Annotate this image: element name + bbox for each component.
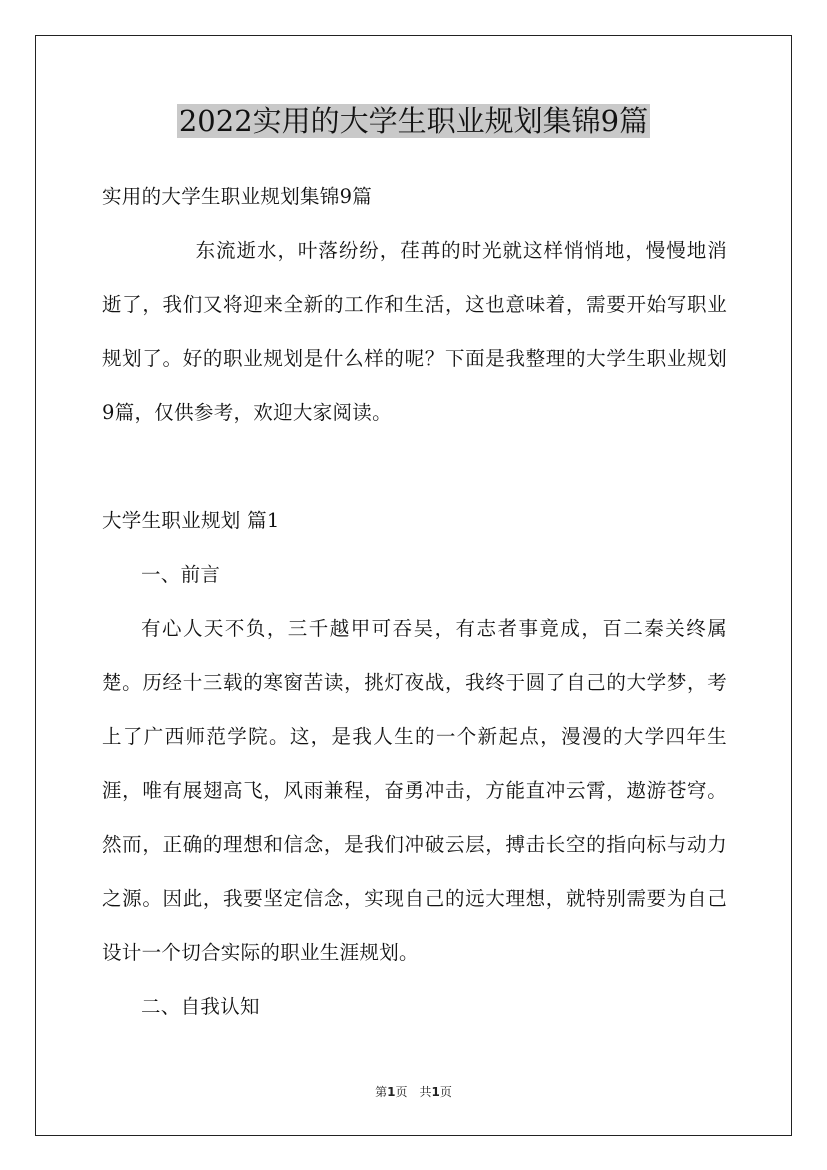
heading-self-awareness: 二、自我认知 — [141, 995, 260, 1018]
footer-mid: 页 共 — [395, 1085, 432, 1099]
footer-suffix: 页 — [439, 1085, 452, 1099]
document-title-text: 2022实用的大学生职业规划集锦9篇 — [178, 104, 649, 138]
document-title — [0, 100, 827, 142]
spacer — [102, 440, 727, 494]
intro-paragraph: 东流逝水，叶落纷纷，荏苒的时光就这样悄悄地，慢慢地消逝了，我们又将迎来全新的工作和生活，这也意味着，需要开始写职业规划了。好的职业规划是什么样的呢？下面是我整理的大学生职业规划9篇，仅供参考，欢迎大家阅读。 — [102, 239, 727, 424]
document-body — [102, 170, 727, 1034]
preface-paragraph: 有心人天不负，三千越甲可吞吴，有志者事竟成，百二秦关终属楚。历经十三载的寒窗苦读，挑灯夜战，我终于圆了自己的大学梦，考上了广西师范学院。这，是我人生的一个新起点，漫漫的大学四年生涯，唯有展翅高飞，风雨兼程，奋勇冲击，方能直冲云霄，遨游苍穹。然而，正确的理想和信念，是我们冲破云层，搏击长空的指向标与动力之源。因此，我要坚定信念，实现自己的远大理想，就特别需要为自己设计一个切合实际的职业生涯规划。 — [102, 617, 727, 964]
heading-preface: 一、前言 — [141, 563, 221, 586]
document-subtitle: 实用的大学生职业规划集锦9篇 — [102, 185, 373, 208]
footer-page-number: 1 — [387, 1085, 396, 1099]
footer-prefix: 第 — [375, 1085, 388, 1099]
page-footer — [0, 1083, 827, 1100]
section-title: 大学生职业规划 篇1 — [102, 509, 280, 532]
footer-page-total: 1 — [431, 1085, 440, 1099]
